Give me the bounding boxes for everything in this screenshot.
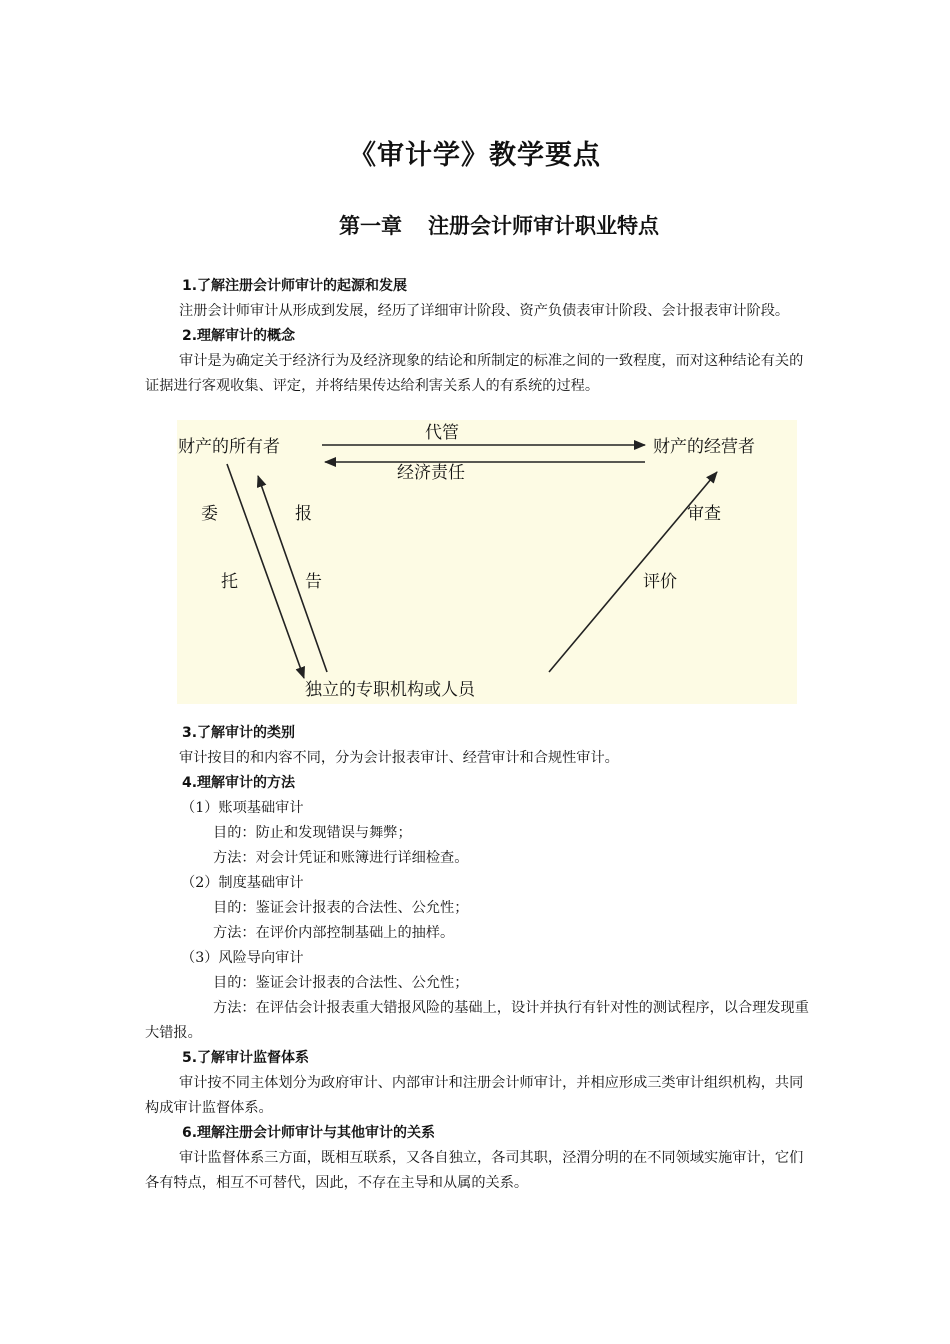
agency-label: 代管 bbox=[425, 423, 459, 443]
chapter-heading bbox=[0, 210, 950, 240]
section-heading-5: 5.了解审计监督体系 bbox=[182, 1050, 310, 1066]
section-heading-4: 4.理解审计的方法 bbox=[182, 775, 296, 791]
document-title: 《审计学》教学要点 bbox=[349, 140, 601, 171]
method-1-purpose: 目的：防止和发现错误与舞弊； bbox=[213, 825, 412, 841]
section-body-6: 审计监督体系三方面，既相互联系，又各自独立，各司其职，泾渭分明的在不同领域实施审计，它们各有特点，相互不可替代，因此，不存在主导和从属的关系。 bbox=[145, 1150, 804, 1191]
report-label-2: 告 bbox=[305, 572, 322, 592]
examine-label: 审查 bbox=[687, 504, 721, 524]
method-2-method: 方法：在评价内部控制基础上的抽样。 bbox=[213, 925, 455, 941]
responsibility-label: 经济责任 bbox=[397, 463, 465, 483]
method-2-purpose: 目的：鉴证会计报表的合法性、公允性； bbox=[213, 900, 469, 916]
section-body-5: 审计按不同主体划分为政府审计、内部审计和注册会计师审计，并相应形成三类审计组织机构，共同构成审计监督体系。 bbox=[145, 1075, 804, 1116]
evaluate-label: 评价 bbox=[643, 572, 677, 592]
section-heading-2: 2.理解审计的概念 bbox=[182, 328, 296, 344]
section-heading-1: 1.了解注册会计师审计的起源和发展 bbox=[182, 278, 408, 294]
entrust-label-1: 委 bbox=[201, 504, 218, 524]
section-body-2: 审计是为确定关于经济行为及经济现象的结论和所制定的标准之间的一致程度，而对这种结论有关的证据进行客观收集、评定，并将结果传达给利害关系人的有系统的过程。 bbox=[145, 353, 804, 394]
section-heading-3: 3.了解审计的类别 bbox=[182, 725, 296, 741]
chapter-name: 注册会计师审计职业特点 bbox=[428, 214, 659, 238]
section-body-3: 审计按目的和内容不同，分为会计报表审计、经营审计和合规性审计。 bbox=[179, 750, 619, 766]
section-heading-6: 6.理解注册会计师审计与其他审计的关系 bbox=[182, 1125, 436, 1141]
method-3-name: （3）风险导向审计 bbox=[181, 950, 304, 966]
owner-label: 财产的所有者 bbox=[178, 437, 280, 457]
entrust-label-2: 托 bbox=[221, 572, 238, 592]
manager-label: 财产的经营者 bbox=[653, 437, 755, 457]
method-1-method: 方法：对会计凭证和账簿进行详细检查。 bbox=[213, 850, 469, 866]
method-3-purpose: 目的：鉴证会计报表的合法性、公允性； bbox=[213, 975, 469, 991]
method-2-name: （2）制度基础审计 bbox=[181, 875, 304, 891]
audit-relationship-diagram bbox=[177, 420, 797, 704]
report-label-1: 报 bbox=[295, 504, 312, 524]
method-3-method: 方法：在评估会计报表重大错报风险的基础上，设计并执行有针对性的测试程序，以合理发现重大错报。 bbox=[145, 1000, 809, 1041]
method-1-name: （1）账项基础审计 bbox=[181, 800, 304, 816]
section-body-1: 注册会计师审计从形成到发展，经历了详细审计阶段、资产负债表审计阶段、会计报表审计阶段。 bbox=[179, 303, 790, 319]
document-body bbox=[145, 274, 810, 1196]
auditor-label: 独立的专职机构或人员 bbox=[305, 680, 475, 700]
chapter-number: 第一章 bbox=[339, 214, 402, 238]
diagram-arrows bbox=[177, 420, 797, 704]
